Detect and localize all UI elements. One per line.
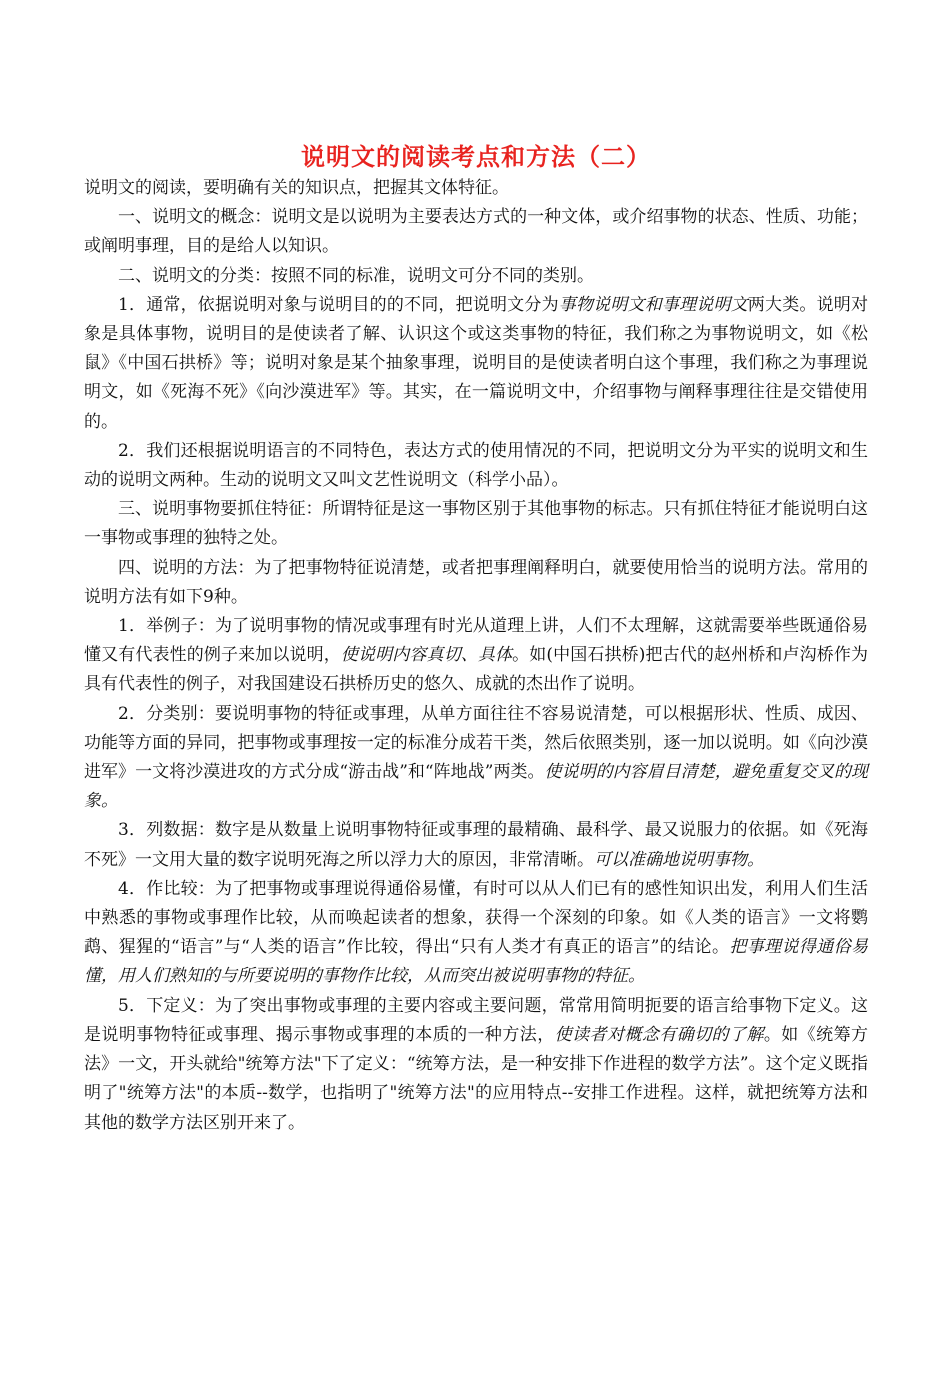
text-span: 1．举例子：为了说明事物的情况或事理有时光从道理上讲，人们不太理解，这就需要举些既通俗易懂又有代表性的例子来加以说明， (84, 616, 868, 666)
paragraph-method-categories (84, 700, 868, 817)
text-span: 两大类。说明对象是具体事物，说明目的是使读者了解、认识这个或这类事物的特征，我们称之为事物说明文，如《松鼠》《中国石拱桥》等；说明对象是某个抽象事理，说明目的是使读者明白这个事理，我们称之为事理说明文，如《死海不死》《向沙漠进军》等。其实，在一篇说明文中，介绍事物与阐释事理往往是交错使用的。 (84, 294, 868, 432)
paragraph-classification: 二、说明文的分类：按照不同的标准，说明文可分不同的类别。 (118, 265, 594, 286)
paragraph-classification-1 (84, 291, 868, 437)
emphasis-text: 可以准确地说明事物。 (594, 849, 764, 870)
text-span: 5．下定义：为了突出事物或事理的主要内容或主要问题，常常用简明扼要的语言给事物下定义。这是说明事物特征或事理、揭示事物或事理的本质的一种方法， (84, 995, 868, 1045)
intro-paragraph: 说明文的阅读，要明确有关的知识点，把握其文体特征。 (84, 178, 509, 198)
paragraph-features: 三、说明事物要抓住特征：所谓特征是这一事物区别于其他事物的标志。只有抓住特征才能说明白这一事物或事理的独特之处。 (84, 499, 868, 549)
paragraph-method-examples (84, 612, 868, 700)
emphasis-text: 事物说明文和事理说明文 (558, 294, 748, 315)
text-span: 2．分类别：要说明事物的特征或事理，从单方面往往不容易说清楚，可以根据形状、性质、成因、功能等方面的异同，把事物或事理按一定的标准分成若干类，然后依照类别，逐一加以说明。如《向沙漠进军》一文将沙漠进攻的方式分成“游击战”和“阵地战”两类。 (84, 703, 868, 783)
document-page (84, 140, 868, 1138)
paragraph-methods: 四、说明的方法：为了把事物特征说清楚，或者把事理阐释明白，就要使用恰当的说明方法。常用的说明方法有如下9种。 (84, 557, 868, 607)
emphasis-text: 把事理说得通俗易懂，用人们熟知的与所要说明的事物作比较，从而突出被说明事物的特征。 (84, 937, 869, 987)
text-span: 。如(中国石拱桥)把古代的赵州桥和卢沟桥作为具有代表性的例子，对我国建设石拱桥历史的悠久、成就的杰出作了说明。 (84, 645, 869, 695)
emphasis-text: 使说明的内容眉目清楚，避免重复交叉的现象。 (84, 762, 869, 812)
paragraph-method-comparison (84, 875, 868, 992)
emphasis-text: 使读者对概念有确切的了解 (554, 1024, 764, 1045)
paragraph-method-data (84, 816, 868, 874)
text-span: 3．列数据：数字是从数量上说明事物特征或事理的最精确、最科学、最又说服力的依据。如《死海不死》一文用大量的数字说明死海之所以浮力大的原因，非常清晰。 (84, 820, 868, 870)
emphasis-text: 使说明内容真切、具体 (340, 645, 513, 666)
text-span: 1．通常，依据说明对象与说明目的的不同，把说明文分为 (118, 294, 559, 315)
document-title: 说明文的阅读考点和方法（二） (301, 142, 651, 171)
text-span: 4．作比较：为了把事物或事理说得通俗易懂，有时可以从人们已有的感性知识出发，利用人们生活中熟悉的事物或事理作比较，从而唤起读者的想象，获得一个深刻的印象。如《人类的语言》一文将鹦鹉、猩猩的“语言”与“人类的语言”作比较，得出“只有人类才有真正的语言”的结论。 (84, 878, 868, 958)
paragraph-method-definition (84, 992, 868, 1138)
paragraph-concept: 一、说明文的概念：说明文是以说明为主要表达方式的一种文体，或介绍事物的状态、性质、功能；或阐明事理，目的是给人以知识。 (84, 207, 868, 257)
paragraph-classification-2: 2．我们还根据说明语言的不同特色，表达方式的使用情况的不同，把说明文分为平实的说明文和生动的说明文两种。生动的说明文又叫文艺性说明文（科学小品）。 (84, 440, 868, 491)
text-span: 。如《统筹方法》一文，开头就给"统筹方法"下了定义：“统筹方法，是一种安排下作进程的数学方法”。这个定义既指明了"统筹方法"的本质--数学，也指明了"统筹方法"的应用特点--安排工作进程。这样，就把统筹方法和其他的数学方法区别开来了。 (84, 1024, 869, 1133)
